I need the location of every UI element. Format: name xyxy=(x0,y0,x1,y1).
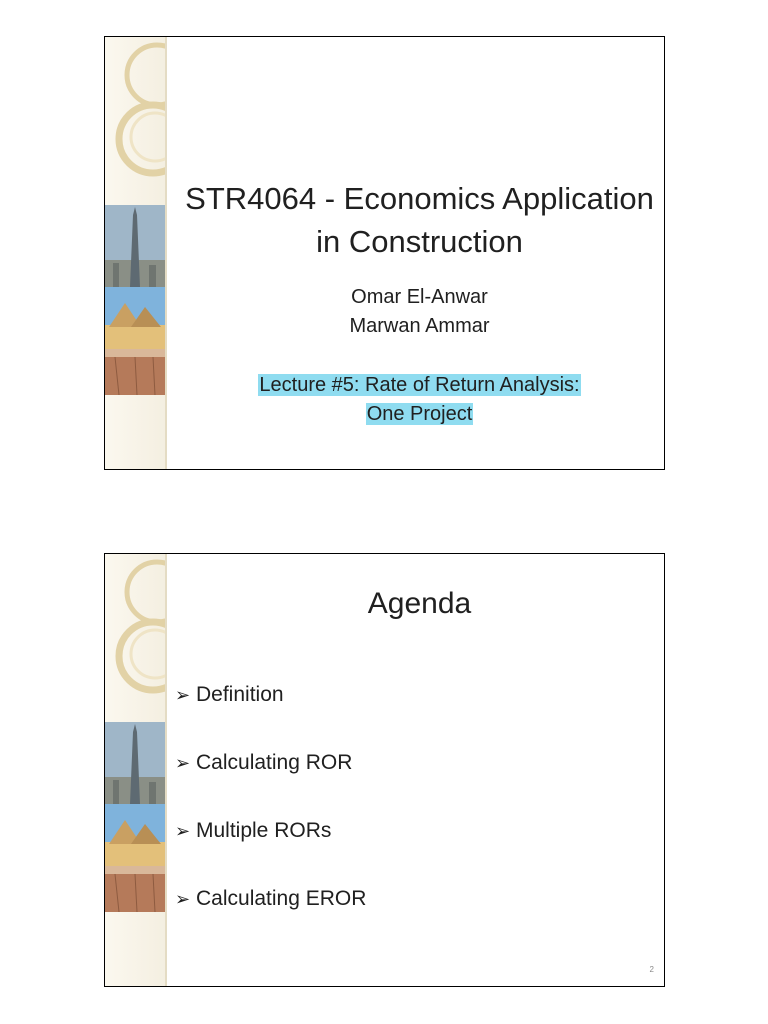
agenda-item-label: Calculating EROR xyxy=(196,887,367,910)
agenda-title: Agenda xyxy=(367,587,472,620)
lecture-title-line2: One Project xyxy=(366,403,473,425)
agenda-item-label: Multiple RORs xyxy=(196,819,332,842)
agenda-slide xyxy=(104,553,665,987)
course-title-line1: STR4064 - Economics Application xyxy=(185,181,654,216)
authors xyxy=(185,283,654,341)
agenda-item-label: Definition xyxy=(196,683,284,706)
rings-decoration-icon xyxy=(105,37,165,187)
strip-divider xyxy=(165,554,167,986)
rings-decoration-icon xyxy=(105,554,165,704)
lecture-title xyxy=(185,371,654,429)
arrow-bullet-icon: ➢ xyxy=(175,753,191,773)
author-2: Marwan Ammar xyxy=(349,315,490,337)
course-title xyxy=(185,177,654,263)
course-title-line2: in Construction xyxy=(316,224,523,259)
arrow-bullet-icon: ➢ xyxy=(175,821,191,841)
wall-photo xyxy=(105,349,165,395)
agenda-item xyxy=(175,884,366,952)
arrow-bullet-icon: ➢ xyxy=(175,685,191,705)
lecture-title-line1: Lecture #5: Rate of Return Analysis: xyxy=(259,374,580,396)
agenda-item xyxy=(175,680,366,748)
pyramids-photo xyxy=(105,804,165,866)
title-slide xyxy=(104,36,665,470)
agenda-item-label: Calculating ROR xyxy=(196,751,353,774)
author-1: Omar El-Anwar xyxy=(351,286,488,308)
page-number: 2 xyxy=(649,965,654,974)
wall-photo xyxy=(105,866,165,912)
tower-photo xyxy=(105,205,165,287)
strip-divider xyxy=(165,37,167,469)
pyramids-photo xyxy=(105,287,165,349)
agenda-item xyxy=(175,816,366,884)
agenda-item xyxy=(175,748,366,816)
arrow-bullet-icon: ➢ xyxy=(175,889,191,909)
agenda-list xyxy=(175,680,366,952)
tower-photo xyxy=(105,722,165,804)
